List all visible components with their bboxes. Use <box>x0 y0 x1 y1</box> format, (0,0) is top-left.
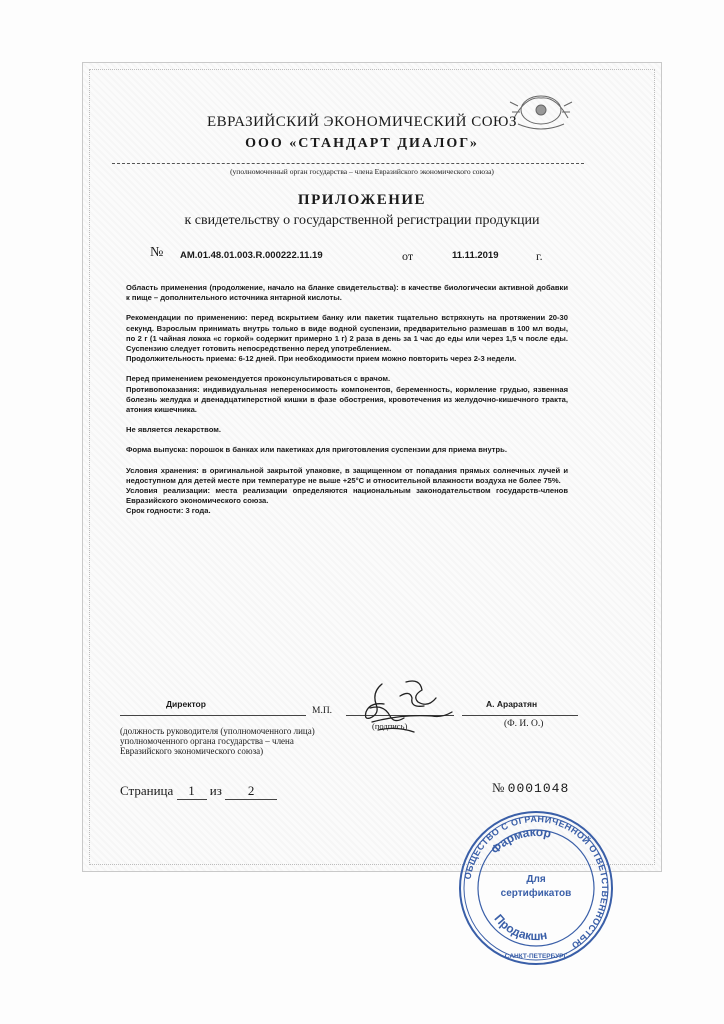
form-number-label: № <box>492 780 505 795</box>
cert-number: AM.01.48.01.003.R.000222.11.19 <box>180 250 323 261</box>
handwritten-signature <box>352 672 460 740</box>
stamp-top-text: Фармакор <box>488 824 553 857</box>
form-number <box>492 780 569 796</box>
signatory-name: А. Араратян <box>486 699 538 709</box>
body-spacer <box>126 435 568 445</box>
signatory-position: Директор <box>166 699 206 709</box>
body-paragraph: Продолжительность приема: 6-12 дней. При необходимости прием можно повторить через 2-3 недели. <box>126 354 517 364</box>
body-paragraph: Противопоказания: индивидуальная непереносимость компонентов, беременность, кормление грудью, язвенная болезнь желудка и двенадцатиперстной кишки в фазе обострения, кровотечения из желудочно-кишечного тракта, атония кишечника. <box>126 384 568 415</box>
cert-number-label: № <box>150 245 164 260</box>
body-paragraph: Условия реализации: места реализации определяются национальным законодательством государств-членов Евразийского экономического союза. <box>126 486 568 506</box>
cert-year-suffix: г. <box>536 249 543 263</box>
name-line <box>462 715 578 716</box>
body-paragraph: Рекомендации по применению: перед вскрытием банку или пакетик тщательно встряхнуть на протяжении 20-30 секунд. Взрослым принимать внутрь только в виде водной суспензии, предварительно размешав в 100 мл воды, по 2 г (1 чайная ложка «с горкой» содержит примерно 1 г) 2 раза в день за 1 час до еды или через 1,5 ч после еды. Суспензию следует готовить непосредственно перед употреблением. <box>126 313 568 354</box>
stamp-middle-1: Для <box>526 874 546 885</box>
stamp-middle-2: сертификатов <box>500 888 572 899</box>
name-caption: (Ф. И. О.) <box>504 719 544 729</box>
page-of-label: из <box>209 783 222 798</box>
stamp-city: САНКТ-ПЕТЕРБУРГ <box>504 953 568 960</box>
body-paragraph: Форма выпуска: порошок в банках или пакетиках для приготовления суспензии для приема внутрь. <box>126 445 507 455</box>
body-spacer <box>126 364 568 374</box>
appendix-body <box>126 283 568 517</box>
document-subtitle: к свидетельству о государственной регистрации продукции <box>184 213 540 228</box>
stamp-outer-text: ОБЩЕСТВО С ОГРАНИЧЕННОЙ ОТВЕТСТВЕННОСТЬЮ <box>462 813 611 951</box>
company-stamp <box>456 808 616 968</box>
document-title: ПРИЛОЖЕНИЕ <box>297 192 427 208</box>
position-line <box>120 715 306 716</box>
cert-date-label: от <box>402 249 414 263</box>
body-paragraph: Условия хранения: в оригинальной закрытой упаковке, в защищенном от попадания прямых солнечных лучей и недоступном для детей месте при температуре не выше +25°С и относительной влажности воздуха не более 75%. <box>126 465 568 485</box>
body-paragraph: Срок годности: 3 года. <box>126 506 211 516</box>
page-total: 2 <box>225 783 277 800</box>
svg-text:Продакшн <box>492 911 549 943</box>
stamp-bottom-text: Продакшн <box>491 911 549 944</box>
page-number: 1 <box>177 783 207 800</box>
authority-caption: (уполномоченный орган государства – члена Евразийского экономического союза) <box>230 167 494 176</box>
body-spacer <box>126 415 568 425</box>
signature-caption: (подпись) <box>372 721 408 731</box>
page-label: Страница <box>120 783 174 798</box>
stamp-place-label: М.П. <box>312 706 333 716</box>
header-divider <box>112 163 584 164</box>
body-paragraph: Не является лекарством. <box>126 425 221 435</box>
body-paragraph: Перед применением рекомендуется проконсультироваться с врачом. <box>126 374 391 384</box>
body-spacer <box>126 456 568 466</box>
position-caption: (должность руководителя (уполномоченного лица) уполномоченного органа государства – члена Евразийского экономического союза) <box>120 726 315 756</box>
page-counter <box>120 783 277 800</box>
union-heading: ЕВРАЗИЙСКИЙ ЭКОНОМИЧЕСКИЙ СОЮЗ <box>207 114 517 130</box>
body-paragraph: Область применения (продолжение, начало на бланке свидетельства): в качестве биологически активной добавки к пище – дополнительного источника янтарной кислоты. <box>126 283 568 303</box>
organization-name: ООО «СТАНДАРТ ДИАЛОГ» <box>245 136 479 151</box>
body-spacer <box>126 303 568 313</box>
cert-date: 11.11.2019 <box>452 250 499 261</box>
form-number-value: 0001048 <box>507 781 570 796</box>
